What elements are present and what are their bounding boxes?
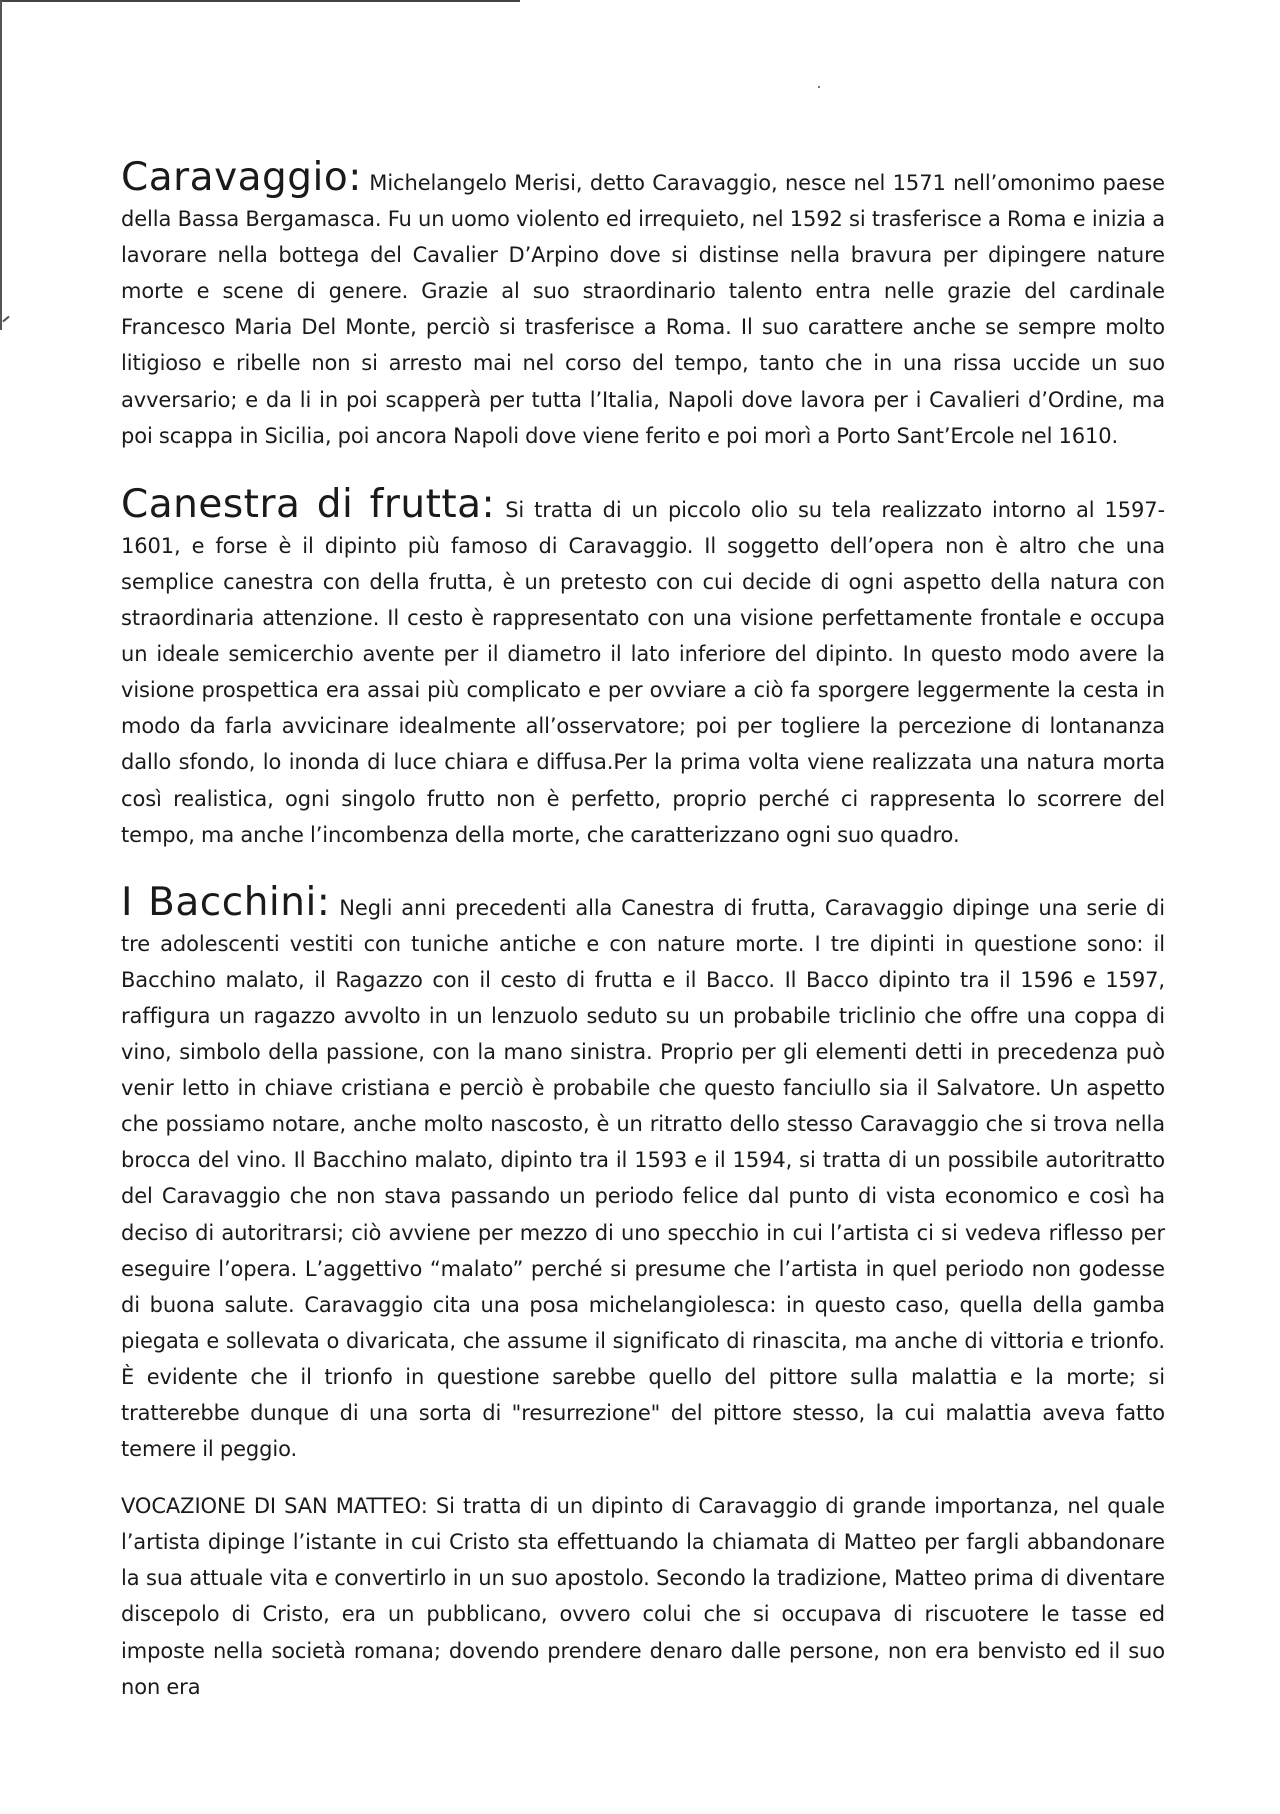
section-bacchini [121, 879, 1165, 1468]
section-heading: VOCAZIONE DI SAN MATTEO: [121, 1494, 428, 1519]
section-text: Si tratta di un dipinto di Caravaggio di grande importanza, nel quale l’artista dipinge l’istante in cui Cristo sta effettuando la chiamata di Matteo per fargli abbandonare la sua attuale vita e convertirlo in un suo apostolo. Secondo la tradizione, Matteo prima di diventare discepolo di Cristo, era un pubblicano, ovvero colui che si occupava di riscuotere le tasse ed imposte nella società romana; dovendo prendere denaro dalle persone, non era benvisto ed il suo non era [121, 1494, 1165, 1699]
section-text: Negli anni precedenti alla Canestra di frutta, Caravaggio dipinge una serie di tre adolescenti vestiti con tuniche antiche e con nature morte. I tre dipinti in questione sono: il Bacchino malato, il Ragazzo con il cesto di frutta e il Bacco. Il Bacco dipinto tra il 1596 e 1597, raffigura un ragazzo avvolto in un lenzuolo seduto su un probabile triclinio che offre una coppa di vino, simbolo della passione, con la mano sinistra. Proprio per gli elementi detti in precedenza può venir letto in chiave cristiana e perciò è probabile che questo fanciullo sia il Salvatore. Un aspetto che possiamo notare, anche molto nascosto, è un ritratto dello stesso Caravaggio che si trova nella brocca del vino. Il Bacchino malato, dipinto tra il 1593 e il 1594, si tratta di un possibile autoritratto del Caravaggio che non stava passando un periodo felice dal punto di vista economico e così ha deciso di autoritrarsi; ciò avviene per mezzo di uno specchio in cui l’artista ci si vedeva riflesso per eseguire l’opera. L’aggettivo “malato” perché si presume che l’artista in quel periodo non godesse di buona salute. Caravaggio cita una posa michelangiolesca: in questo caso, quella della gamba piegata e sollevata o divaricata, che assume il significato di rinascita, ma anche di vittoria e trionfo. È evidente che il trionfo in questione sarebbe quello del pittore sulla malattia e la morte; si tratterebbe dunque di una sorta di "resurrezione" del pittore stesso, la cui malattia aveva fatto temere il peggio. [121, 895, 1165, 1462]
scan-dot [818, 86, 820, 88]
section-canestra-di-frutta [121, 481, 1165, 853]
section-heading: Caravaggio: [121, 155, 362, 200]
scan-mark [2, 316, 9, 323]
section-heading: I Bacchini: [121, 879, 331, 925]
section-text: Michelangelo Merisi, detto Caravaggio, nesce nel 1571 nell’omonimo paese della Bassa Bergamasca. Fu un uomo violento ed irrequieto, nel 1592 si trasferisce a Roma e inizia a lavorare nella bottega del Cavalier D’Arpino dove si distinse nella bravura per dipingere nature morte e scene di genere. Grazie al suo straordinario talento entra nelle grazie del cardinale Francesco Maria Del Monte, perciò si trasferisce a Roma. Il suo carattere anche se sempre molto litigioso e ribelle non si arresto mai nel corso del tempo, tanto che in una rissa uccide un suo avversario; e da li in poi scapperà per tutta l’Italia, Napoli dove lavora per i Cavalieri d’Ordine, ma poi scappa in Sicilia, poi ancora Napoli dove viene ferito e poi morì a Porto Sant’Ercole nel 1610. [121, 171, 1165, 448]
section-text: Si tratta di un piccolo olio su tela realizzato intorno al 1597-1601, e forse è il dipinto più famoso di Caravaggio. Il soggetto dell’opera non è altro che una semplice canestra con della frutta, è un pretesto con cui decide di ogni aspetto della natura con straordinaria attenzione. Il cesto è rappresentato con una visione perfettamente frontale e occupa un ideale semicerchio avente per il diametro il lato inferiore del dipinto. In questo modo avere la visione prospettica era assai più complicato e per ovviare a ciò fa sporgere leggermente la cesta in modo da farla avvicinare idealmente all’osservatore; poi per togliere la percezione di lontananza dallo sfondo, lo inonda di luce chiara e diffusa.Per la prima volta viene realizzata una natura morta così realistica, ogni singolo frutto non è perfetto, proprio perché ci rappresenta lo scorrere del tempo, ma anche l’incombenza della morte, che caratterizzano ogni suo quadro. [121, 497, 1165, 847]
document-body [121, 155, 1165, 1705]
scan-border-top [0, 0, 520, 2]
section-heading: Canestra di frutta: [121, 481, 496, 527]
section-vocazione-san-matteo [121, 1488, 1165, 1705]
scan-border-left [0, 0, 2, 330]
section-caravaggio [121, 155, 1165, 454]
